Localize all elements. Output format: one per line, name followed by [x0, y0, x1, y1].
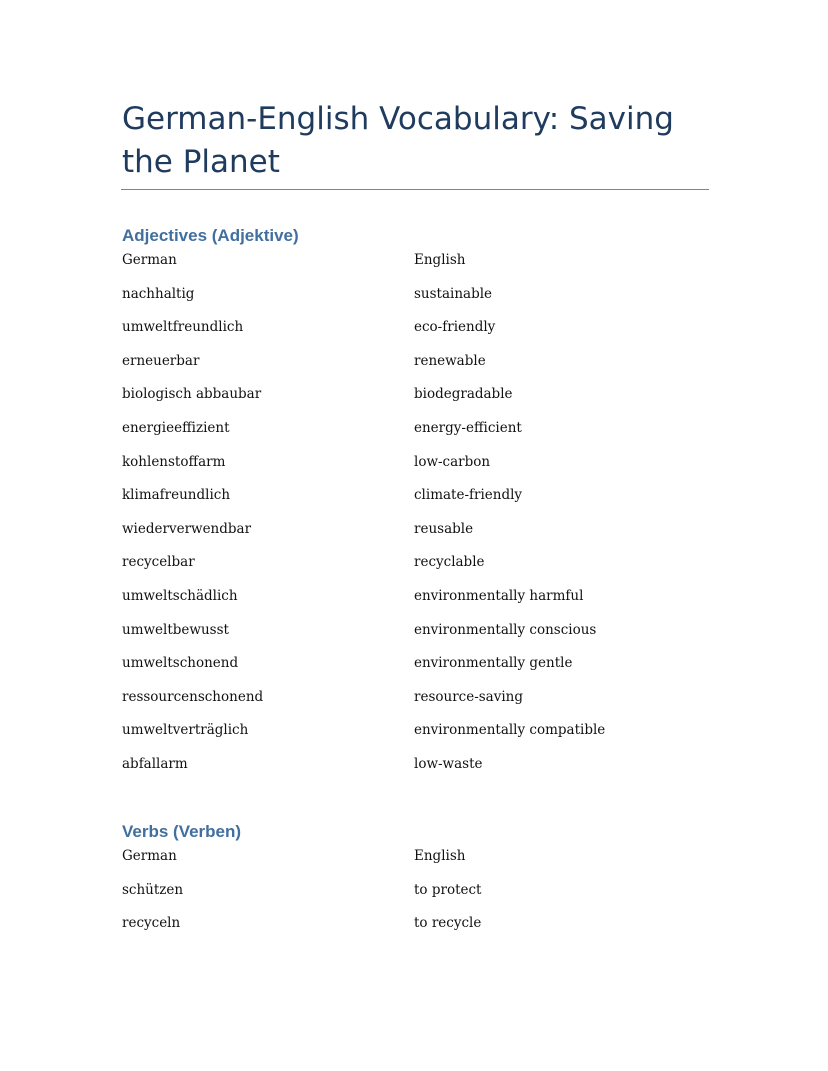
table-row: [122, 553, 682, 587]
english-word: environmentally harmful: [414, 587, 584, 604]
english-word: reusable: [414, 520, 474, 537]
german-word: kohlenstoffarm: [122, 453, 226, 470]
english-word: low-carbon: [414, 453, 491, 470]
table-row: [122, 621, 682, 655]
german-word: umweltbewusst: [122, 621, 229, 638]
table-row: [122, 721, 682, 755]
german-word: umweltschonend: [122, 655, 239, 672]
german-word: biologisch abbaubar: [122, 386, 262, 403]
section-heading-verbs: Verbs (Verben): [122, 822, 242, 841]
english-word: biodegradable: [414, 386, 513, 403]
german-word: ressourcenschonend: [122, 688, 264, 705]
english-word: sustainable: [414, 285, 493, 302]
table-row: [122, 285, 682, 319]
column-header-english: English: [414, 252, 466, 268]
english-word: resource-saving: [414, 688, 524, 705]
german-word: nachhaltig: [122, 285, 195, 302]
adjectives-table: [122, 251, 682, 789]
german-word: recyceln: [122, 915, 181, 932]
column-header-german: German: [122, 252, 177, 268]
english-word: to recycle: [414, 915, 482, 932]
english-word: climate-friendly: [414, 487, 523, 504]
english-word: recyclable: [414, 554, 485, 571]
table-row: [122, 755, 682, 789]
german-word: wiederverwendbar: [122, 520, 252, 537]
table-header-row: [122, 847, 682, 881]
table-row: [122, 881, 682, 915]
english-word: environmentally gentle: [414, 655, 573, 672]
german-word: abfallarm: [122, 755, 188, 772]
table-row: [122, 587, 682, 621]
column-header-german: German: [122, 848, 177, 864]
german-word: umweltschädlich: [122, 587, 238, 604]
table-row: [122, 520, 682, 554]
table-row: [122, 385, 682, 419]
table-row: [122, 453, 682, 487]
english-word: eco-friendly: [414, 319, 496, 336]
german-word: umweltverträglich: [122, 722, 249, 739]
table-row: [122, 419, 682, 453]
table-row: [122, 352, 682, 386]
table-row: [122, 318, 682, 352]
english-word: energy-efficient: [414, 419, 522, 436]
german-word: umweltfreundlich: [122, 319, 244, 336]
table-header-row: [122, 251, 682, 285]
verbs-table: [122, 847, 682, 948]
german-word: energieeffizient: [122, 419, 230, 436]
table-row: [122, 654, 682, 688]
table-row: [122, 914, 682, 948]
english-word: low-waste: [414, 755, 483, 772]
german-word: recycelbar: [122, 554, 195, 571]
german-word: erneuerbar: [122, 352, 200, 369]
table-row: [122, 486, 682, 520]
column-header-english: English: [414, 848, 466, 864]
title-underline: [121, 189, 709, 190]
section-heading-adjectives: Adjectives (Adjektive): [122, 226, 299, 245]
page-title: German-English Vocabulary: Saving the Planet: [122, 101, 674, 180]
table-row: [122, 688, 682, 722]
german-word: klimafreundlich: [122, 487, 231, 504]
german-word: schützen: [122, 881, 184, 898]
english-word: environmentally compatible: [414, 722, 606, 739]
english-word: renewable: [414, 352, 486, 369]
english-word: to protect: [414, 881, 482, 898]
english-word: environmentally conscious: [414, 621, 597, 638]
